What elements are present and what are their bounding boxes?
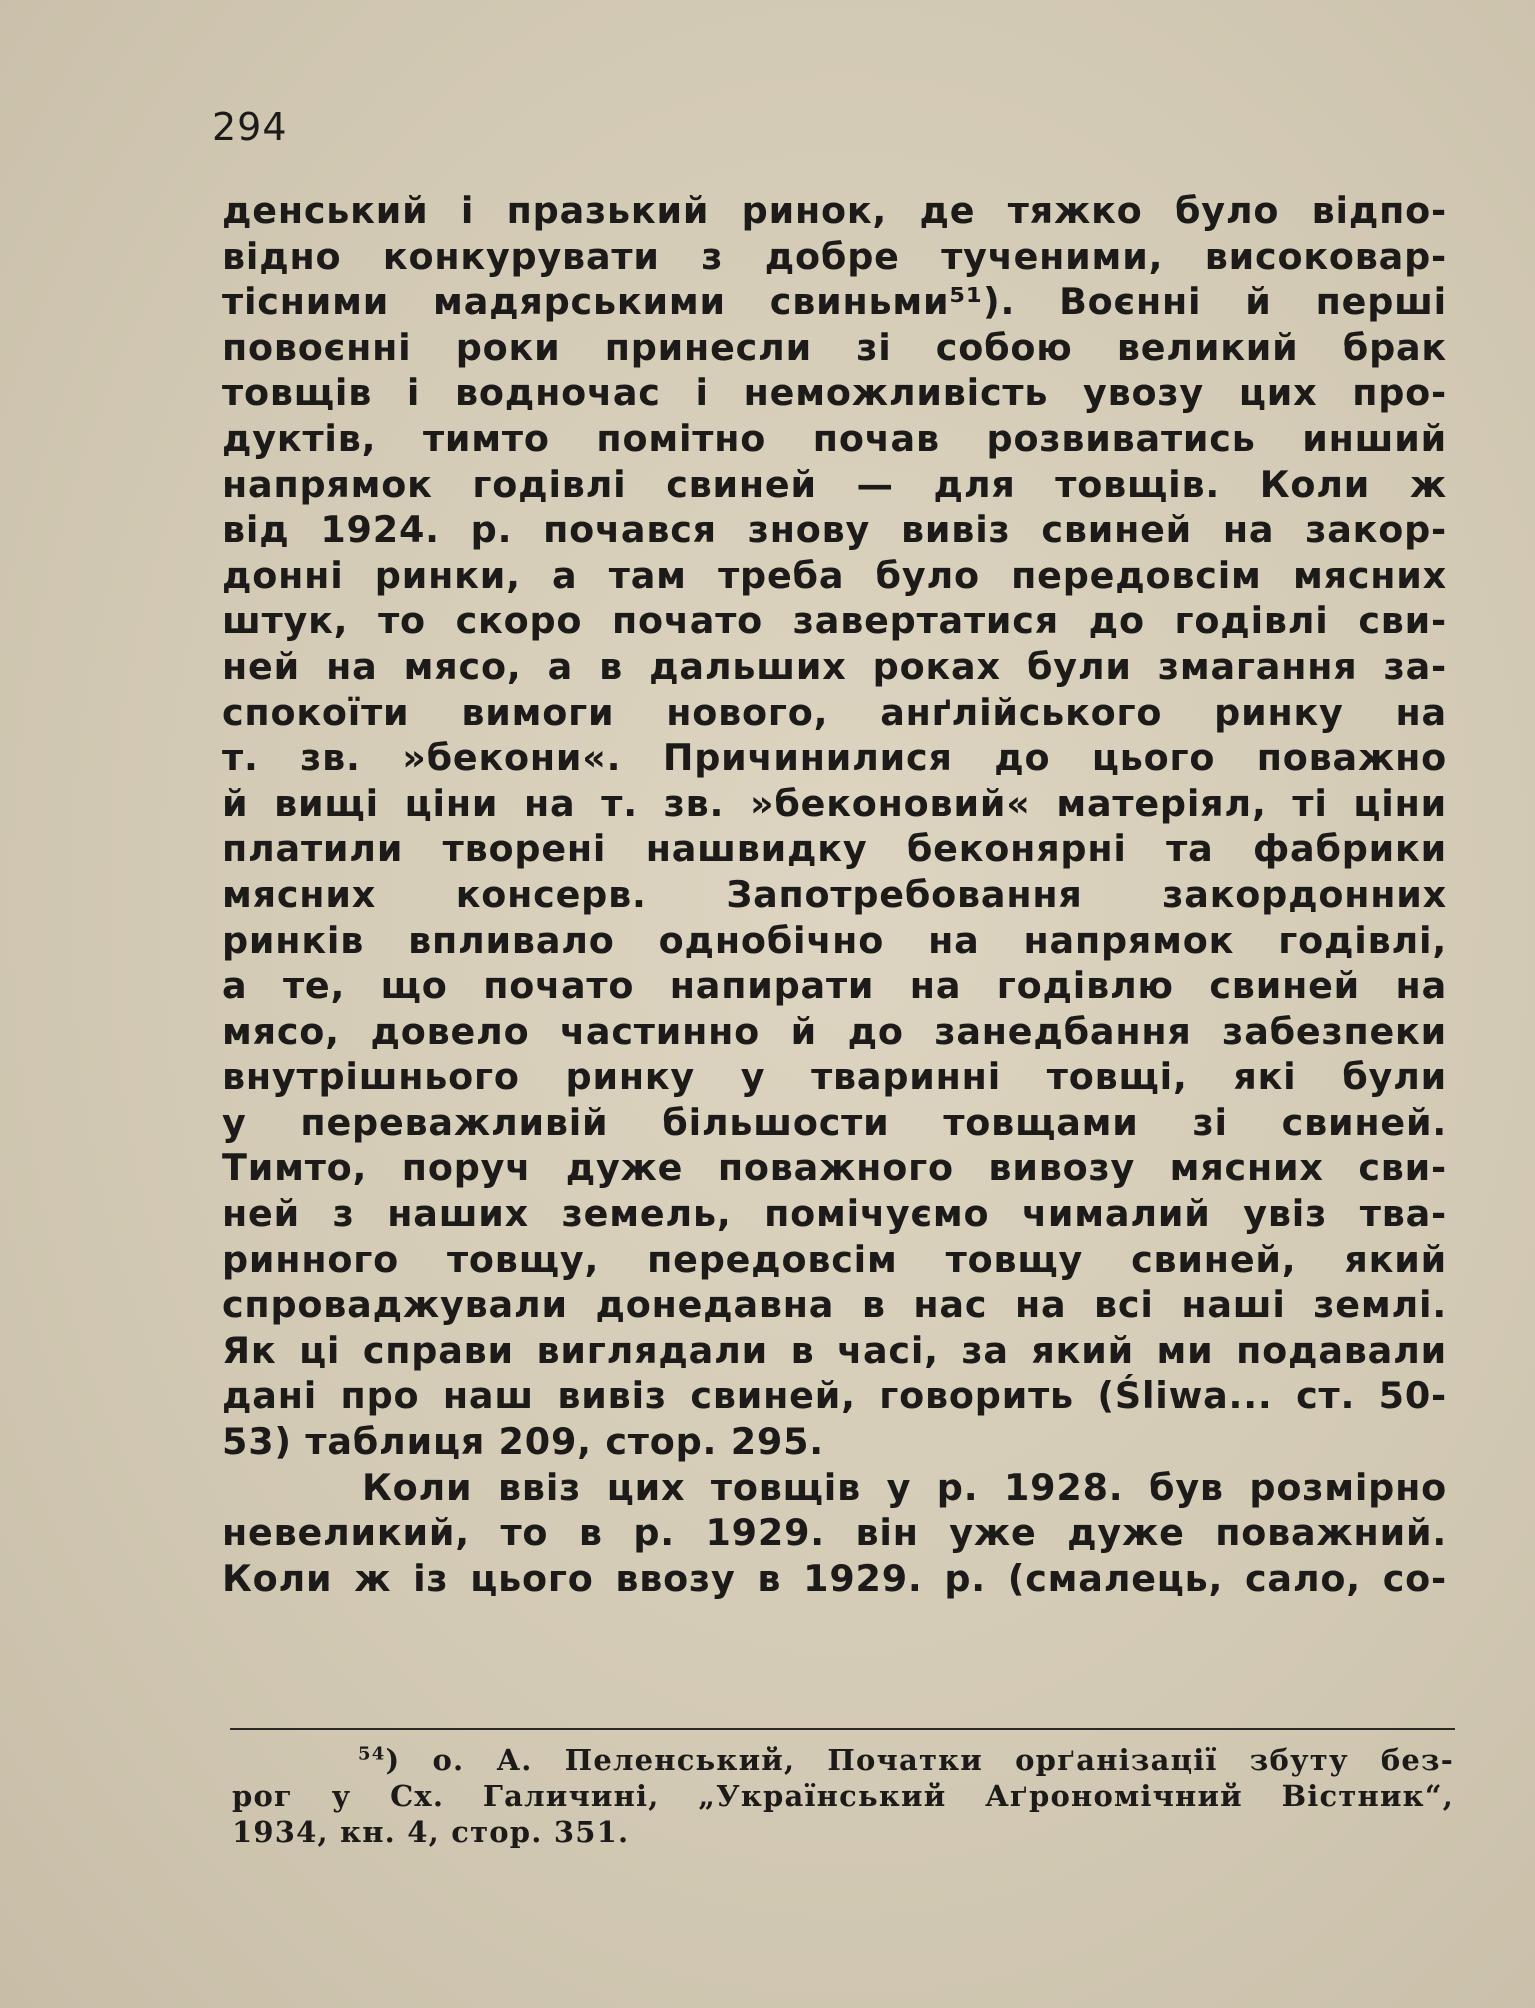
text-line: Як ці справи виглядали в часі, за який ми подавали [222,1328,1447,1372]
text-line: у переважливій більшости товщами зі свиней. [222,1100,1447,1144]
text-line: спроваджували донедавна в нас на всі наші землі. [222,1283,1447,1327]
text-line: повоєнні роки принесли зі собою великий брак [222,325,1447,369]
text-line: мясних консерв. Запотребовання закордонних [222,872,1447,916]
footnote-line: 1934, кн. 4, стор. 351. [232,1815,630,1849]
footnote-line: рог у Сх. Галичині, „Український Аґрономічний Вістник“, [232,1779,1454,1813]
footnote-mark: 54 [358,1743,386,1765]
text-line: Тимто, поруч дуже поважного вивозу мясних сви- [222,1146,1447,1190]
text-line: спокоїти вимоги нового, анґлійського ринку на [222,690,1447,734]
text-line: товщів і водночас і неможливість увозу цих про- [222,371,1447,415]
main-text [222,188,1447,1601]
text-line: платили творені нашвидку беконярні та фабрики [222,827,1447,871]
text-line: а те, що почато напирати на годівлю свиней на [222,964,1447,1008]
text-line: тісними мадярськими свиньми⁵¹). Воєнні й перші [222,280,1447,324]
text-line: Коли ж із цього ввозу в 1929. р. (смалець, сало, со- [222,1556,1447,1600]
text-line: донні ринки, а там треба було передовсім мясних [222,553,1447,597]
text-line: ринків впливало однобічно на напрямок годівлі, [222,918,1447,962]
footnote-text: ) о. А. Пеленський, Початки орґанізації збуту без- [385,1743,1454,1777]
text-line: напрямок годівлі свиней — для товщів. Коли ж [222,462,1447,506]
text-line: дані про наш вивіз свиней, говорить (Śliwa... ст. 50- [222,1374,1447,1418]
text-line: т. зв. »бекони«. Причинилися до цього поважно [222,736,1447,780]
text-line: ринного товщу, передовсім товщу свиней, який [222,1237,1447,1281]
text-line: штук, то скоро почато завертатися до годівлі сви- [222,599,1447,643]
text-line: відно конкурувати з добре тученими, високовар- [222,234,1447,278]
footnote-line [232,1742,1454,1778]
footnote-divider [230,1728,1455,1730]
text-line: денський і празький ринок, де тяжко було відпо- [222,189,1447,232]
text-line: й вищі ціни на т. зв. »беконовий« матеріял, ті ціни [222,781,1447,825]
text-line: від 1924. р. почався знову вивіз свиней на закор- [222,508,1447,552]
text-line: ней на мясо, а в дальших роках були змагання за- [222,644,1447,688]
text-line: 53) таблиця 209, стор. 295. [222,1420,824,1464]
text-line: мясо, довело частинно й до занедбання забезпеки [222,1009,1447,1053]
footnote [232,1742,1454,1850]
text-line: внутрішнього ринку у тваринні товщі, які були [222,1055,1447,1099]
text-line: ней з наших земель, помічуємо чималий увіз тва- [222,1192,1447,1236]
page-number: 294 [212,105,288,149]
text-line: дуктів, тимто помітно почав розвиватись инший [222,416,1447,460]
text-line: невеликий, то в р. 1929. він уже дуже поважний. [222,1511,1447,1555]
paragraph-first-line: Коли ввіз цих товщів у р. 1928. був розмірно [362,1465,1447,1509]
